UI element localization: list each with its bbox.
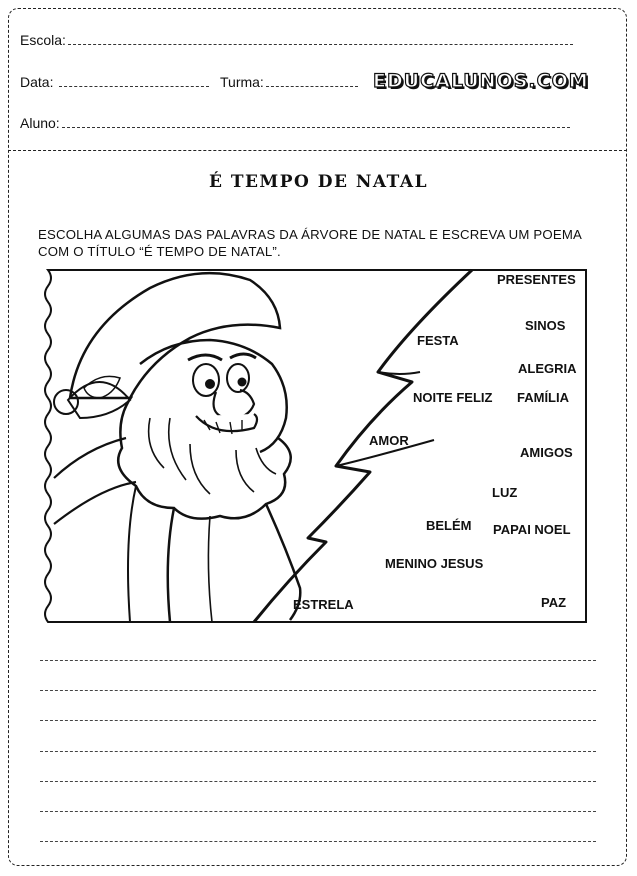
word-sinos: SINOS [525,318,566,333]
word-estrela: ESTRELA [293,597,354,612]
writing-line[interactable] [40,811,596,812]
word-luz: LUZ [492,485,518,500]
data-label: Data: [20,74,54,90]
word-presentes: PRESENTES [497,272,576,287]
word-papai-noel: PAPAI NOEL [493,522,571,537]
writing-line[interactable] [40,751,596,752]
header-separator [8,150,627,151]
data-field[interactable] [20,74,209,90]
word-paz: PAZ [541,595,567,610]
word-amigos: AMIGOS [520,445,573,460]
escola-line[interactable] [68,43,573,45]
writing-line[interactable] [40,660,596,661]
santa-claus-icon [40,268,590,624]
word-menino-jesus: MENINO JESUS [385,556,484,571]
turma-label: Turma: [220,74,264,90]
word-noite-feliz: NOITE FELIZ [413,390,493,405]
aluno-field[interactable] [20,115,570,131]
instruction-text: ESCOLHA ALGUMAS DAS PALAVRAS DA ÁRVORE DE NATAL E ESCREVA UM POEMA COM O TÍTULO “É TEMPO DE NATAL”. [38,227,582,259]
escola-label: Escola: [20,32,66,48]
word-alegria: ALEGRIA [518,361,577,376]
writing-line[interactable] [40,781,596,782]
word-belem: BELÉM [426,518,472,533]
writing-line[interactable] [40,690,596,691]
writing-line[interactable] [40,720,596,721]
word-familia: FAMÍLIA [517,390,569,405]
word-amor: AMOR [369,433,409,448]
aluno-label: Aluno: [20,115,60,131]
aluno-line[interactable] [62,126,570,128]
turma-line[interactable] [266,85,358,87]
escola-field[interactable] [20,32,573,48]
turma-field[interactable] [220,74,358,90]
brand-logo: EDUCALUNOS.COM [373,70,589,92]
page-title: É TEMPO DE NATAL [208,172,429,192]
word-festa: FESTA [417,333,459,348]
writing-line[interactable] [40,841,596,842]
data-line[interactable] [59,85,209,87]
illustration-frame [40,268,590,624]
